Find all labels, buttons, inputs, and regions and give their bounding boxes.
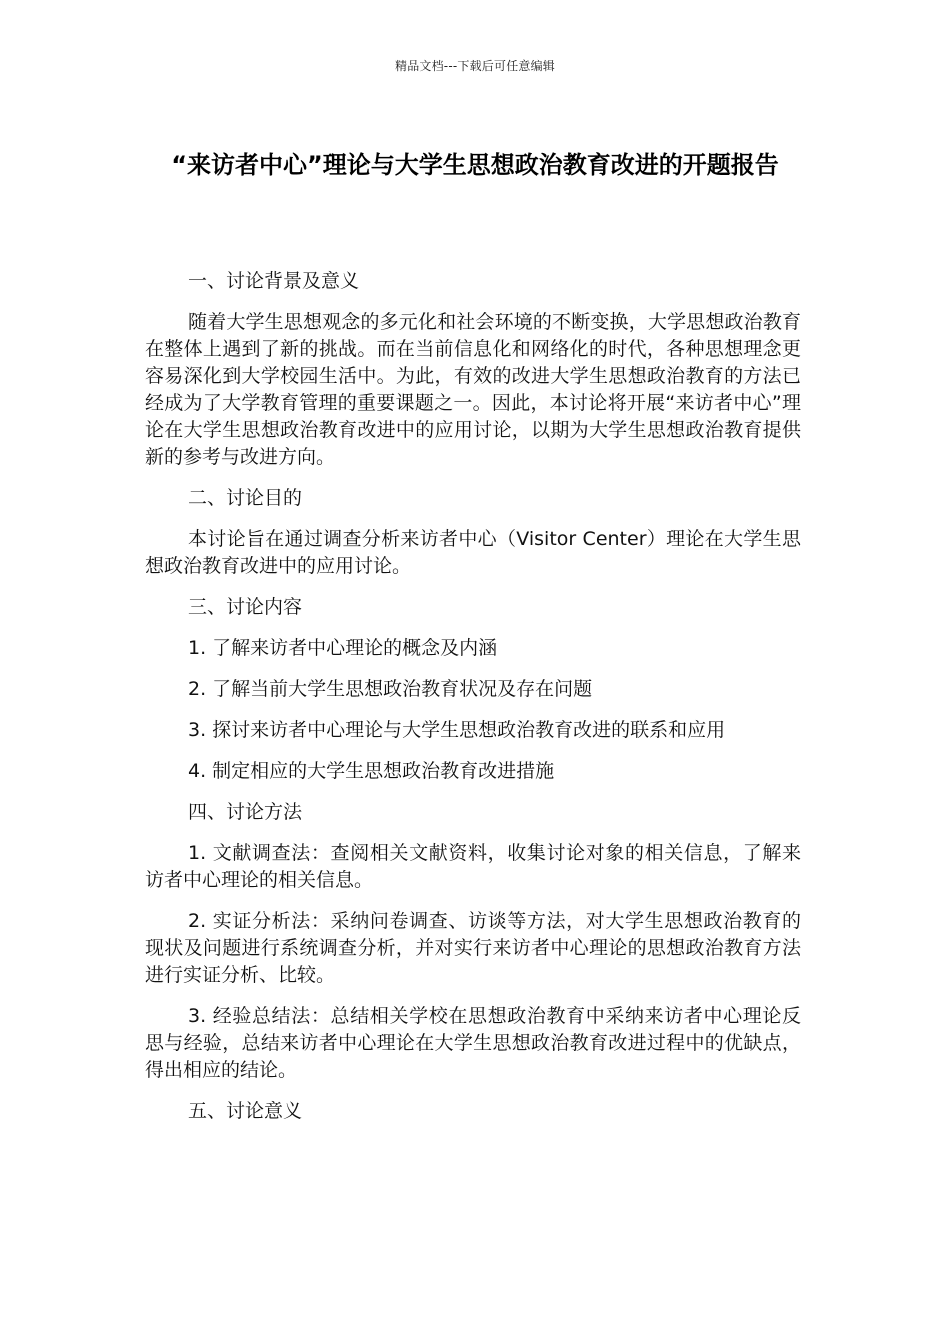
content-item: 4. 制定相应的大学生思想政治教育改进措施 <box>188 760 555 782</box>
paragraph-background: 随着大学生思想观念的多元化和社会环境的不断变换，大学思想政治教育在整体上遇到了新的挑战。而在当前信息化和网络化的时代，各种思想理念更容易深化到大学校园生活中。为此，有效的改进大学生思想政治教育的方法已经成为了大学教育管理的重要课题之一。因此，本讨论将开展“来访者中心”理论在大学生思想政治教育改进中的应用讨论，以期为大学生思想政治教育提供新的参考与改进方向。 <box>145 311 801 468</box>
method-item: 1. 文献调查法：查阅相关文献资料，收集讨论对象的相关信息，了解来访者中心理论的相关信息。 <box>145 842 801 891</box>
method-item: 3. 经验总结法：总结相关学校在思想政治教育中采纳来访者中心理论反思与经验，总结来访者中心理论在大学生思想政治教育改进过程中的优缺点，得出相应的结论。 <box>145 1005 801 1081</box>
header-note: 精品文档---下载后可任意编辑 <box>395 59 555 73</box>
section-heading-methods: 四、讨论方法 <box>188 801 303 823</box>
document-title: “来访者中心”理论与大学生思想政治教育改进的开题报告 <box>171 151 779 179</box>
section-heading-significance: 五、讨论意义 <box>188 1100 303 1122</box>
section-heading-purpose: 二、讨论目的 <box>188 487 303 509</box>
section-heading-background: 一、讨论背景及意义 <box>188 270 360 292</box>
document-body <box>145 268 801 1139</box>
section-heading-content: 三、讨论内容 <box>188 596 303 618</box>
content-item: 2. 了解当前大学生思想政治教育状况及存在问题 <box>188 678 593 700</box>
content-item: 1. 了解来访者中心理论的概念及内涵 <box>188 637 498 659</box>
method-item: 2. 实证分析法：采纳问卷调查、访谈等方法，对大学生思想政治教育的现状及问题进行系统调查分析，并对实行来访者中心理论的思想政治教育方法进行实证分析、比较。 <box>145 910 801 986</box>
paragraph-purpose: 本讨论旨在通过调查分析来访者中心（Visitor Center）理论在大学生思想政治教育改进中的应用讨论。 <box>145 528 801 577</box>
content-item: 3. 探讨来访者中心理论与大学生思想政治教育改进的联系和应用 <box>188 719 726 741</box>
